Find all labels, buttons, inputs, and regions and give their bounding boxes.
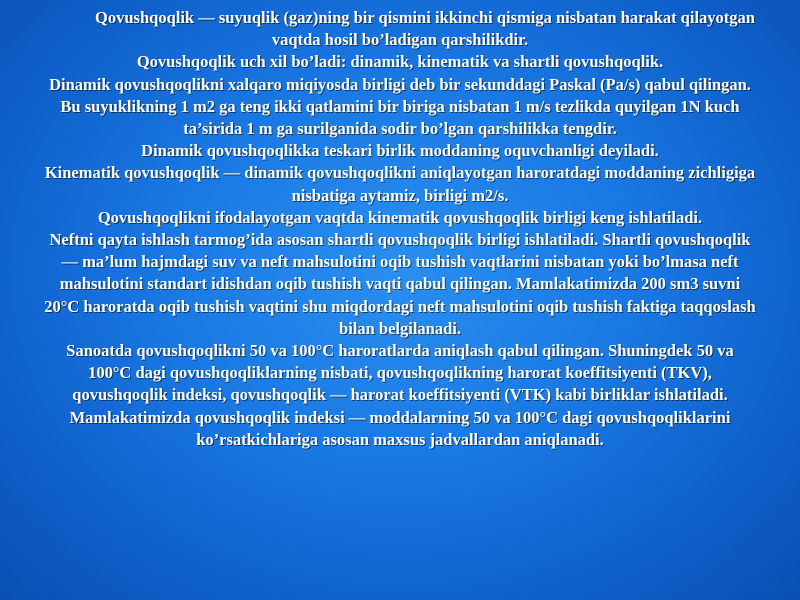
paragraph-conditional: Neftni qayta ishlash tarmog’ida asosan shartli qovushqoqlik birligi ishlatiladi. Shartli qovushqoqlik — ma’lum hajmdagi suv va neft mahsulotini oqib tushish vaqtlarini nisbatan yoki bo’lmasa neft mahsulotini standart idishdan oqib tushish vaqti qabul qilingan. Mamlakatimizda 200 sm3 suvni 20°C haroratda oqib tushish vaqtini shu miqdordagi neft mahsulotini oqib tushish faktiga taqqoslash bilan belgilanadi. [44, 230, 756, 338]
paragraph-viscosity-index: Mamlakatimizda qovushqoqlik indeksi — moddalarning 50 va 100°C dagi qovushqoqliklarini ko’rsatkichlariga asosan maxsus jadvallardan aniqlanadi. [69, 407, 731, 449]
paragraph-kinematic: Kinematik qovushqoqlik — dinamik qovushqoqlikni aniqlayotgan haroratdagi moddaning zichligiga nisbatiga aytamiz, birligi m2/s. [44, 163, 756, 205]
paragraph-definition [44, 7, 756, 51]
paragraph-fluidity: Dinamik qovushqoqlikka teskari birlik moddaning oquvchanligi deyiladi. [141, 141, 659, 161]
paragraph-kinematic-usage: Qovushqoqlikni ifodalayotgan vaqtda kinematik qovushqoqlik birligi keng ishlatiladi. [97, 207, 703, 227]
paragraph-dynamic-unit: Dinamik qovushqoqlikni xalqaro miqiyosda birligi deb bir sekunddagi Paskal (Pa/s) qabul qilingan. Bu suyuklikning 1 m2 ga teng ikki qatlamini bir biriga nisbatan 1 m/s tezlikda quyilgan 1N kuch ta’sirida 1 m ga surilganida sodir bo’lgan qarshilikka tengdir. [49, 74, 751, 139]
slide-text-body [44, 7, 756, 451]
paragraph-definition-text: Qovushqoqlik — suyuqlik (gaz)ning bir qismini ikkinchi qismiga nisbatan harakat qilayotgan vaqtda hosil bo’ladigan qarshilikdir. [95, 8, 755, 50]
paragraph-types: Qovushqoqlik uch xil bo’ladi: dinamik, kinematik va shartli qovushqoqlik. [136, 52, 664, 72]
paragraph-industry: Sanoatda qovushqoqlikni 50 va 100°C haroratlarda aniqlash qabul qilingan. Shuningdek 50 va 100°C dagi qovushqoqliklarning nisbati, qovushqoqlikning harorat koeffitsiyenti (TKV), qovushqoqlik indeksi, qovushqoqlik — harorat koeffitsiyenti (VTK) kabi birliklar ishlatiladi. [66, 341, 734, 405]
